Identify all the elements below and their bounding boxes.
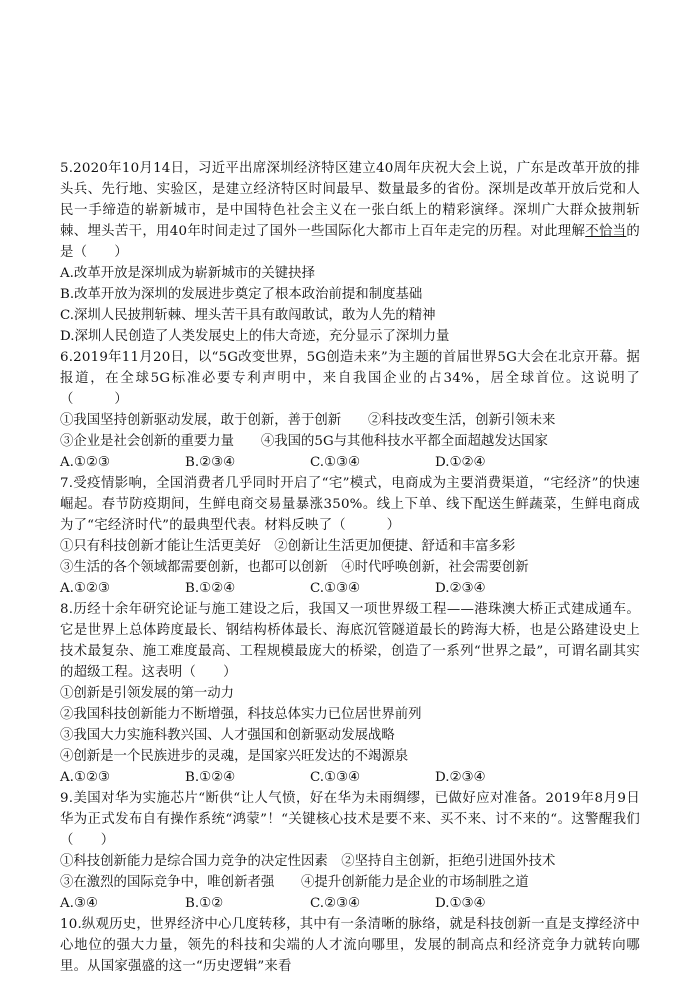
question-9-item: ①科技创新能力是综合国力竞争的决定性因素 ②坚持自主创新，拒绝引进国外技术 bbox=[60, 854, 556, 869]
choice-d: D.①③④ bbox=[435, 896, 486, 911]
question-7-item: ①只有科技创新才能让生活更美好 ②创新让生活更加便捷、舒适和丰富多彩 bbox=[60, 539, 516, 554]
question-8-item: ④创新是一个民族进步的灵魂，是国家兴旺发达的不竭源泉 bbox=[60, 749, 409, 764]
question-9-choices bbox=[60, 893, 640, 914]
question-5-option-a: A.改革开放是深圳成为崭新城市的关键抉择 bbox=[60, 266, 315, 281]
choice-b: B.①② bbox=[185, 896, 224, 911]
question-10-stem: 10.纵观历史，世界经济中心几度转移，其中有一条清晰的脉络，就是科技创新一直是支撑经济中心地位的强大力量，领先的科技和尖端的人才流向哪里，发展的制高点和经济竞争力就转向哪里。从国家强盛的这一“历史逻辑”来看 bbox=[60, 917, 640, 974]
question-7-item: ③生活的各个领域都需要创新，也都可以创新 ④时代呼唤创新，社会需要创新 bbox=[60, 560, 529, 575]
choice-a: A.①②③ bbox=[60, 455, 110, 470]
question-8-item: ③我国大力实施科教兴国、人才强国和创新驱动发展战略 bbox=[60, 728, 395, 743]
question-6-item: ③企业是社会创新的重要力量 ④我国的5G与其他科技水平都全面超越发达国家 bbox=[60, 434, 548, 449]
question-7-choices bbox=[60, 578, 640, 599]
choice-b: B.①②④ bbox=[185, 770, 236, 785]
question-8-stem: 8.历经十余年研究论证与施工建设之后，我国又一项世界级工程——港珠澳大桥正式建成通车。它是世界上总体跨度最长、钢结构桥体最长、海底沉管隧道最长的跨海大桥，也是公路建设史上技术最复杂、施工难度最高、工程规模最庞大的桥梁，创造了一系列“世界之最”，可谓名副其实的超级工程。这表明（ ） bbox=[60, 602, 640, 680]
choice-a: A.③④ bbox=[60, 896, 98, 911]
question-5-option-b: B.改革开放为深圳的发展进步奠定了根本政治前提和制度基础 bbox=[60, 287, 423, 302]
question-8-item: ②我国科技创新能力不断增强，科技总体实力已位居世界前列 bbox=[60, 707, 422, 722]
choice-d: D.②③④ bbox=[435, 581, 486, 596]
question-6-item: ①我国坚持创新驱动发展，敢于创新，善于创新 ②科技改变生活，创新引领未来 bbox=[60, 413, 556, 428]
exam-page bbox=[60, 158, 640, 977]
choice-d: D.②③④ bbox=[435, 770, 486, 785]
question-9-stem: 9.美国对华为实施芯片“断供“让人气愤，好在华为未雨绸缪，已做好应对准备。2019年8月9日华为正式发布自有操作系统“鸿蒙”！“关键核心技术是要不来、买不来、讨不来的“。这警醒我们（ ） bbox=[60, 791, 640, 848]
question-7-stem: 7.受疫情影响，全国消费者几乎同时开启了“宅”模式，电商成为主要消费渠道，“宅经济”的快速崛起。春节防疫期间，生鲜电商交易量暴涨350%。线上下单、线下配送生鲜蔬菜，生鲜电商成为了“宅经济时代”的最典型代表。材料反映了（ ） bbox=[60, 476, 640, 533]
question-6-choices bbox=[60, 452, 640, 473]
question-8-choices bbox=[60, 767, 640, 788]
choice-a: A.①②③ bbox=[60, 581, 110, 596]
choice-c: C.①③④ bbox=[310, 770, 361, 785]
question-8-item: ①创新是引领发展的第一动力 bbox=[60, 686, 235, 701]
question-5-option-c: C.深圳人民披荆斩棘、埋头苦干具有敢闯敢试，敢为人先的精神 bbox=[60, 308, 436, 323]
choice-c: C.①③④ bbox=[310, 455, 361, 470]
question-5-option-d: D.深圳人民创造了人类发展史上的伟大奇迹，充分显示了深圳力量 bbox=[60, 329, 450, 344]
question-9-item: ③在激烈的国际竞争中，唯创新者强 ④提升创新能力是企业的市场制胜之道 bbox=[60, 875, 529, 890]
choice-b: B.②③④ bbox=[185, 455, 236, 470]
underlined-keyword: 不恰当 bbox=[585, 224, 627, 239]
choice-d: D.①②④ bbox=[435, 455, 486, 470]
question-5-stem: 5.2020年10月14日，习近平出席深圳经济特区建立40周年庆祝大会上说，广东是改革开放的排头兵、先行地、实验区，是建立经济特区时间最早、数量最多的省份。深圳是改革开放后党和人民一手缔造的崭新城市，是中国特色社会主义在一张白纸上的精彩演绎。深圳广大群众披荆斩棘、埋头苦干，用40年时间走过了国外一些国际化大都市上百年走完的历程。对此理解不恰当的是（ ） bbox=[60, 161, 640, 260]
question-6-stem: 6.2019年11月20日，以“5G改变世界，5G创造未来”为主题的首届世界5G大会在北京开幕。据报道，在全球5G标准必要专利声明中，来自我国企业的占34%，居全球首位。这说明了（ ） bbox=[60, 350, 640, 407]
choice-b: B.①②④ bbox=[185, 581, 236, 596]
choice-c: C.②③④ bbox=[310, 896, 361, 911]
choice-a: A.①②③ bbox=[60, 770, 110, 785]
choice-c: C.①③④ bbox=[310, 581, 361, 596]
